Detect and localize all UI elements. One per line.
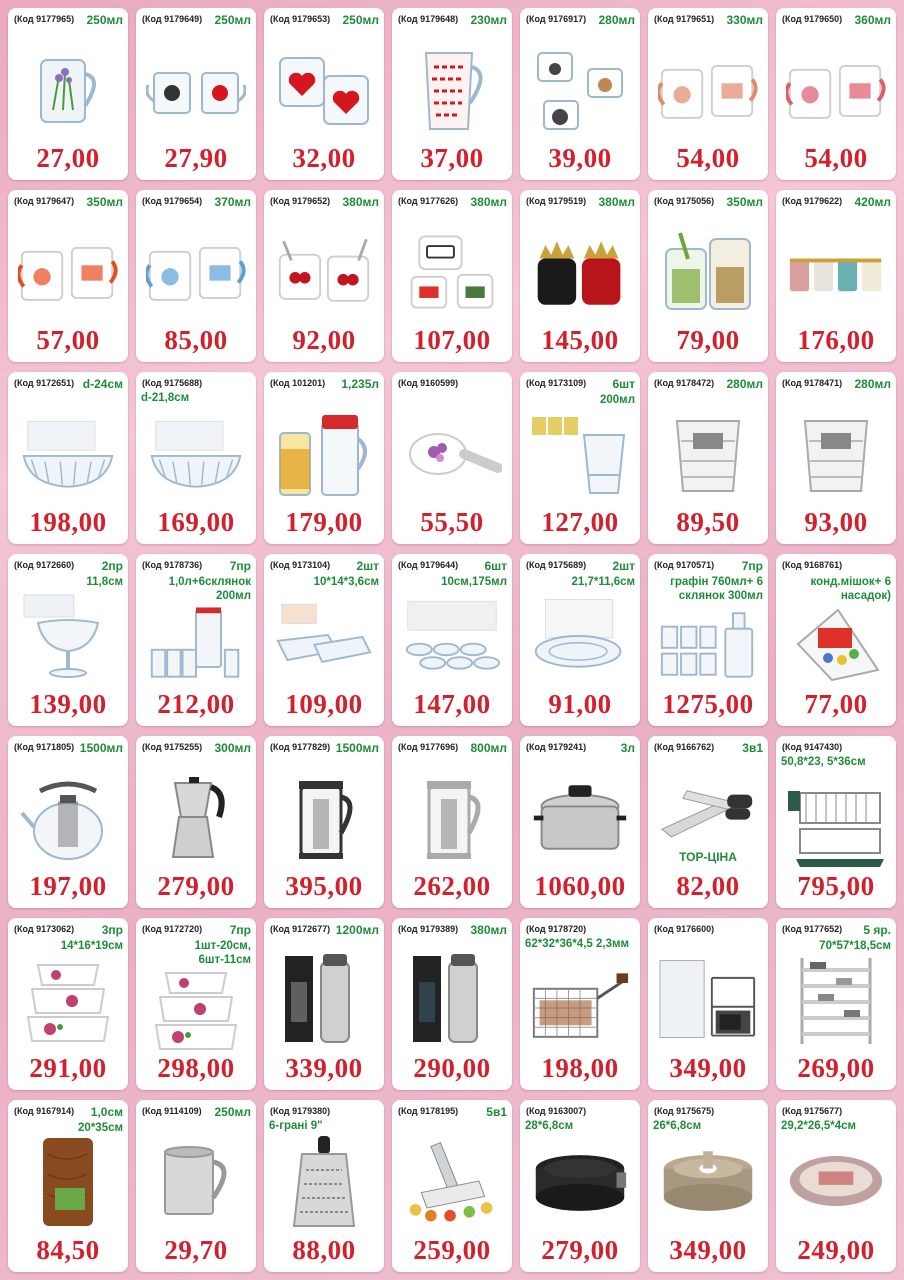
heart-mugs-icon: [274, 44, 374, 136]
product-code: (Код 9160599): [398, 378, 459, 388]
product-volume: 370мл: [214, 195, 251, 209]
product-card: [648, 8, 768, 180]
white-mugs-icon: [658, 44, 758, 136]
product-code: (Код 9179652): [270, 196, 331, 206]
product-code: (Код 9166762): [654, 742, 715, 752]
product-card: [8, 372, 128, 544]
product-card: [136, 190, 256, 362]
whisky-glass-icon: [786, 408, 886, 500]
product-volume: 1500мл: [335, 741, 379, 755]
product-volume: 380мл: [342, 195, 379, 209]
product-card: [648, 736, 768, 908]
product-card: [136, 554, 256, 726]
product-code: (Код 9178720): [526, 924, 587, 934]
french-press-icon: [274, 772, 374, 864]
product-volume: 3л: [620, 741, 635, 755]
product-code: (Код 9179389): [398, 924, 459, 934]
product-card: [8, 190, 128, 362]
product-code: (Код 9170571): [654, 560, 715, 570]
product-card: [392, 1100, 512, 1272]
glass-trays-icon: [274, 590, 374, 682]
tumbler-icon: [530, 408, 630, 500]
product-card: [648, 372, 768, 544]
microwave-shelf-icon: [658, 954, 758, 1046]
product-card: [8, 736, 128, 908]
glass-mug-icon: [18, 44, 118, 136]
product-card: [392, 918, 512, 1090]
scissors-icon: [658, 772, 758, 848]
product-price: 89,50: [676, 507, 740, 537]
product-volume: 250мл: [86, 13, 123, 27]
product-volume: 330мл: [726, 13, 763, 27]
product-card: [136, 8, 256, 180]
crown-jars-icon: [530, 226, 630, 318]
product-volume: 250мл: [214, 1105, 251, 1119]
product-volume: 7пр: [741, 559, 763, 573]
product-code: (Код 9175255): [142, 742, 203, 752]
product-code: (Код 9179380): [270, 1106, 331, 1116]
product-code: (Код 9178471): [782, 378, 843, 388]
product-code: (Код 9176917): [526, 14, 587, 24]
product-card: [776, 736, 896, 908]
product-code: (Код 9177652): [782, 924, 843, 934]
product-price: 145,00: [541, 325, 619, 355]
glass-bowl-icon: [146, 408, 246, 500]
glass-kettle-icon: [18, 772, 118, 864]
product-code: (Код 101201): [270, 378, 326, 388]
product-price: 212,00: [157, 689, 235, 719]
mug-set-icon: [786, 226, 886, 318]
product-price: 279,00: [541, 1235, 619, 1265]
bundt-pan-icon: [658, 1136, 758, 1228]
product-volume: 280мл: [726, 377, 763, 391]
product-code: (Код 9172720): [142, 924, 203, 934]
product-code: (Код 9168761): [782, 560, 843, 570]
product-volume: 1500мл: [79, 741, 123, 755]
product-price: 176,00: [797, 325, 875, 355]
product-spec: 10*14*3,6см: [313, 576, 379, 588]
product-code: (Код 9177626): [398, 196, 459, 206]
product-card: [136, 918, 256, 1090]
piping-bag-icon: [786, 604, 886, 684]
product-card: [136, 372, 256, 544]
product-price: 197,00: [29, 871, 107, 901]
product-price: 29,70: [164, 1235, 228, 1265]
product-price: 395,00: [285, 871, 363, 901]
product-spec: 50,8*23, 5*36см: [781, 756, 866, 768]
product-code: (Код 9172651): [14, 378, 75, 388]
product-price: 198,00: [29, 507, 107, 537]
product-card: [8, 554, 128, 726]
product-volume: 250мл: [342, 13, 379, 27]
product-card: [8, 8, 128, 180]
product-card: [264, 190, 384, 362]
product-price: 127,00: [541, 507, 619, 537]
product-card: [648, 918, 768, 1090]
product-price: 88,00: [292, 1235, 356, 1265]
product-volume: 1,235л: [341, 377, 379, 391]
product-volume: 350мл: [726, 195, 763, 209]
product-volume: 300мл: [214, 741, 251, 755]
product-code: (Код 9179519): [526, 196, 587, 206]
product-volume: d-24см: [82, 377, 123, 391]
cat-cups-icon: [530, 44, 630, 136]
product-code: (Код 9167914): [14, 1106, 75, 1116]
product-card: [520, 1100, 640, 1272]
product-price: 82,00: [676, 871, 740, 901]
thermos-icon: [274, 954, 374, 1046]
product-spec: 11,8см: [86, 576, 123, 588]
product-card: [392, 736, 512, 908]
product-code: (Код 9114109): [142, 1106, 202, 1116]
product-code: (Код 9175688): [142, 378, 203, 388]
product-price: 298,00: [157, 1053, 235, 1083]
french-press-icon: [402, 772, 502, 864]
product-price: 139,00: [29, 689, 107, 719]
product-code: (Код 9172677): [270, 924, 331, 934]
product-price: 37,00: [420, 143, 484, 173]
product-price: 349,00: [669, 1053, 747, 1083]
product-volume: 280мл: [854, 377, 891, 391]
white-mugs-icon: [786, 44, 886, 136]
product-card: [776, 372, 896, 544]
product-card: [264, 736, 384, 908]
product-card: [392, 8, 512, 180]
product-volume: 2пр: [101, 559, 123, 573]
product-spec: d-21,8см: [141, 392, 190, 404]
product-price: 57,00: [36, 325, 100, 355]
product-spec: 1,0л+6склянок 200мл: [168, 576, 251, 602]
product-card: [392, 372, 512, 544]
product-spec: графін 760мл+ 6 склянок 300мл: [670, 576, 763, 602]
product-price: 39,00: [548, 143, 612, 173]
product-card: [392, 554, 512, 726]
product-code: (Код 9179644): [398, 560, 459, 570]
product-code: (Код 9178736): [142, 560, 203, 570]
dessert-glass-icon: [18, 590, 118, 682]
product-price: 269,00: [797, 1053, 875, 1083]
product-price: 54,00: [804, 143, 868, 173]
product-price: 109,00: [285, 689, 363, 719]
bowl-set-icon: [146, 968, 246, 1048]
product-code: (Код 9179654): [142, 196, 203, 206]
product-price: 84,50: [36, 1235, 100, 1265]
product-spec: 14*16*19см: [60, 940, 123, 952]
product-spec: 200мл: [600, 394, 635, 406]
moka-pot-icon: [146, 772, 246, 864]
spoon-mugs-icon: [402, 226, 502, 318]
product-code: (Код 9179241): [526, 742, 587, 752]
product-code: (Код 9173062): [14, 924, 75, 934]
product-price: 93,00: [804, 507, 868, 537]
product-code: (Код 9173104): [270, 560, 331, 570]
product-volume: 250мл: [214, 13, 251, 27]
product-price: 291,00: [29, 1053, 107, 1083]
product-volume: 7пр: [229, 559, 251, 573]
product-volume: 380мл: [598, 195, 635, 209]
product-price: 249,00: [797, 1235, 875, 1265]
glass-plate-icon: [530, 590, 630, 682]
product-price: 169,00: [157, 507, 235, 537]
product-code: (Код 9147430): [782, 742, 843, 752]
cat-mugs-icon: [146, 44, 246, 136]
product-price: 92,00: [292, 325, 356, 355]
product-code: (Код 9179647): [14, 196, 75, 206]
product-volume: 1,0см: [90, 1105, 123, 1119]
product-card: [264, 554, 384, 726]
top-price-badge: ТОР-ЦІНА: [679, 850, 737, 864]
product-code: (Код 9179649): [142, 14, 203, 24]
product-price: 27,00: [36, 143, 100, 173]
product-spec: 20*35см: [78, 1122, 123, 1134]
product-volume: 3пр: [101, 923, 123, 937]
product-card: [776, 190, 896, 362]
product-code: (Код 9177965): [14, 14, 75, 24]
product-code: (Код 9177696): [398, 742, 459, 752]
product-price: 27,90: [164, 143, 228, 173]
product-price: 79,00: [676, 325, 740, 355]
product-spec: 70*57*18,5см: [819, 940, 891, 952]
bowl-set-icon: [18, 954, 118, 1046]
product-code: (Код 9171805): [14, 742, 75, 752]
product-price: 32,00: [292, 143, 356, 173]
product-card: [264, 372, 384, 544]
product-price: 179,00: [285, 507, 363, 537]
cutting-board-icon: [18, 1136, 118, 1228]
shoe-rack-icon: [786, 954, 886, 1046]
product-volume: 5 яр.: [863, 923, 891, 937]
product-code: (Код 9179648): [398, 14, 459, 24]
product-card: [136, 1100, 256, 1272]
product-price: 795,00: [797, 871, 875, 901]
product-spec: конд.мішок+ 6 насадок): [810, 576, 891, 602]
product-code: (Код 9179653): [270, 14, 331, 24]
product-spec: 62*32*36*4,5 2,3мм: [525, 938, 629, 950]
product-code: (Код 9179622): [782, 196, 843, 206]
product-card: [264, 918, 384, 1090]
product-code: (Код 9163007): [526, 1106, 587, 1116]
product-price: 259,00: [413, 1235, 491, 1265]
grater-icon: [274, 1136, 374, 1228]
product-code: (Код 9177829): [270, 742, 331, 752]
dish-rack-icon: [786, 786, 886, 866]
product-card: [8, 918, 128, 1090]
product-card: [264, 1100, 384, 1272]
product-card: [520, 190, 640, 362]
product-spec: 26*6,8см: [653, 1120, 702, 1132]
pressure-cooker-icon: [530, 772, 630, 864]
product-volume: 230мл: [470, 13, 507, 27]
product-card: [520, 918, 640, 1090]
product-code: (Код 9176600): [654, 924, 715, 934]
product-card: [648, 1100, 768, 1272]
product-volume: 6шт: [612, 377, 635, 391]
product-code: (Код 9173109): [526, 378, 587, 388]
product-price: 91,00: [548, 689, 612, 719]
decanter-set-icon: [658, 604, 758, 684]
product-price: 55,50: [420, 507, 484, 537]
product-price: 85,00: [164, 325, 228, 355]
product-price: 107,00: [413, 325, 491, 355]
product-spec: 1шт-20см, 6шт-11см: [194, 940, 251, 966]
glass-bowl-icon: [18, 408, 118, 500]
product-price: 1275,00: [662, 689, 754, 719]
product-spec: 10см,175мл: [441, 576, 507, 588]
thermos-icon: [402, 954, 502, 1046]
product-card: [776, 918, 896, 1090]
product-volume: 6шт: [484, 559, 507, 573]
spoon-rest-icon: [402, 408, 502, 500]
product-code: (Код 9172660): [14, 560, 75, 570]
product-price: 198,00: [541, 1053, 619, 1083]
product-code: (Код 9175056): [654, 196, 715, 206]
product-card: [264, 8, 384, 180]
glass-bowls-icon: [402, 590, 502, 682]
product-grid: [8, 8, 896, 1272]
product-volume: 800мл: [470, 741, 507, 755]
product-volume: 2шт: [356, 559, 379, 573]
product-volume: 360мл: [854, 13, 891, 27]
product-volume: 380мл: [470, 195, 507, 209]
product-price: 279,00: [157, 871, 235, 901]
whisky-glass-icon: [658, 408, 758, 500]
product-code: (Код 9179650): [782, 14, 843, 24]
product-code: (Код 9175675): [654, 1106, 715, 1116]
product-volume: 7пр: [229, 923, 251, 937]
product-card: [136, 736, 256, 908]
product-card: [648, 190, 768, 362]
springform-pan-icon: [530, 1136, 630, 1228]
product-card: [520, 554, 640, 726]
product-spec: 21,7*11,6см: [571, 576, 635, 588]
product-volume: 380мл: [470, 923, 507, 937]
product-volume: 5в1: [486, 1105, 507, 1119]
product-price: 54,00: [676, 143, 740, 173]
product-price: 262,00: [413, 871, 491, 901]
product-price: 1060,00: [534, 871, 626, 901]
product-spec: 28*6,8см: [525, 1120, 574, 1132]
product-card: [520, 8, 640, 180]
product-price: 339,00: [285, 1053, 363, 1083]
product-code: (Код 9179651): [654, 14, 715, 24]
product-card: [776, 554, 896, 726]
product-volume: 2шт: [612, 559, 635, 573]
product-card: [776, 1100, 896, 1272]
jug-icon: [274, 408, 374, 500]
love-glass-icon: [402, 44, 502, 136]
product-code: (Код 9175677): [782, 1106, 843, 1116]
product-code: (Код 9175689): [526, 560, 587, 570]
product-card: [8, 1100, 128, 1272]
product-volume: 420мл: [854, 195, 891, 209]
product-card: [392, 190, 512, 362]
grill-grate-icon: [530, 968, 630, 1048]
double-glass-icon: [658, 226, 758, 318]
product-volume: 1200мл: [335, 923, 379, 937]
product-code: (Код 9178195): [398, 1106, 459, 1116]
product-price: 147,00: [413, 689, 491, 719]
product-price: 349,00: [669, 1235, 747, 1265]
product-price: 290,00: [413, 1053, 491, 1083]
slicer-icon: [402, 1136, 502, 1228]
jug-glasses-icon: [146, 604, 246, 684]
cherry-mugs-icon: [274, 226, 374, 318]
product-price: 77,00: [804, 689, 868, 719]
product-volume: 280мл: [598, 13, 635, 27]
product-card: [520, 372, 640, 544]
baking-dish-icon: [786, 1136, 886, 1228]
product-spec: 29,2*26,5*4см: [781, 1120, 857, 1132]
product-card: [776, 8, 896, 180]
product-volume: 350мл: [86, 195, 123, 209]
product-card: [520, 736, 640, 908]
steel-mug-icon: [146, 1136, 246, 1228]
product-volume: 3в1: [742, 741, 763, 755]
white-mugs-icon: [146, 226, 246, 318]
product-code: (Код 9178472): [654, 378, 715, 388]
product-spec: 6-грані 9": [269, 1120, 323, 1132]
product-card: [648, 554, 768, 726]
white-mugs-icon: [18, 226, 118, 318]
